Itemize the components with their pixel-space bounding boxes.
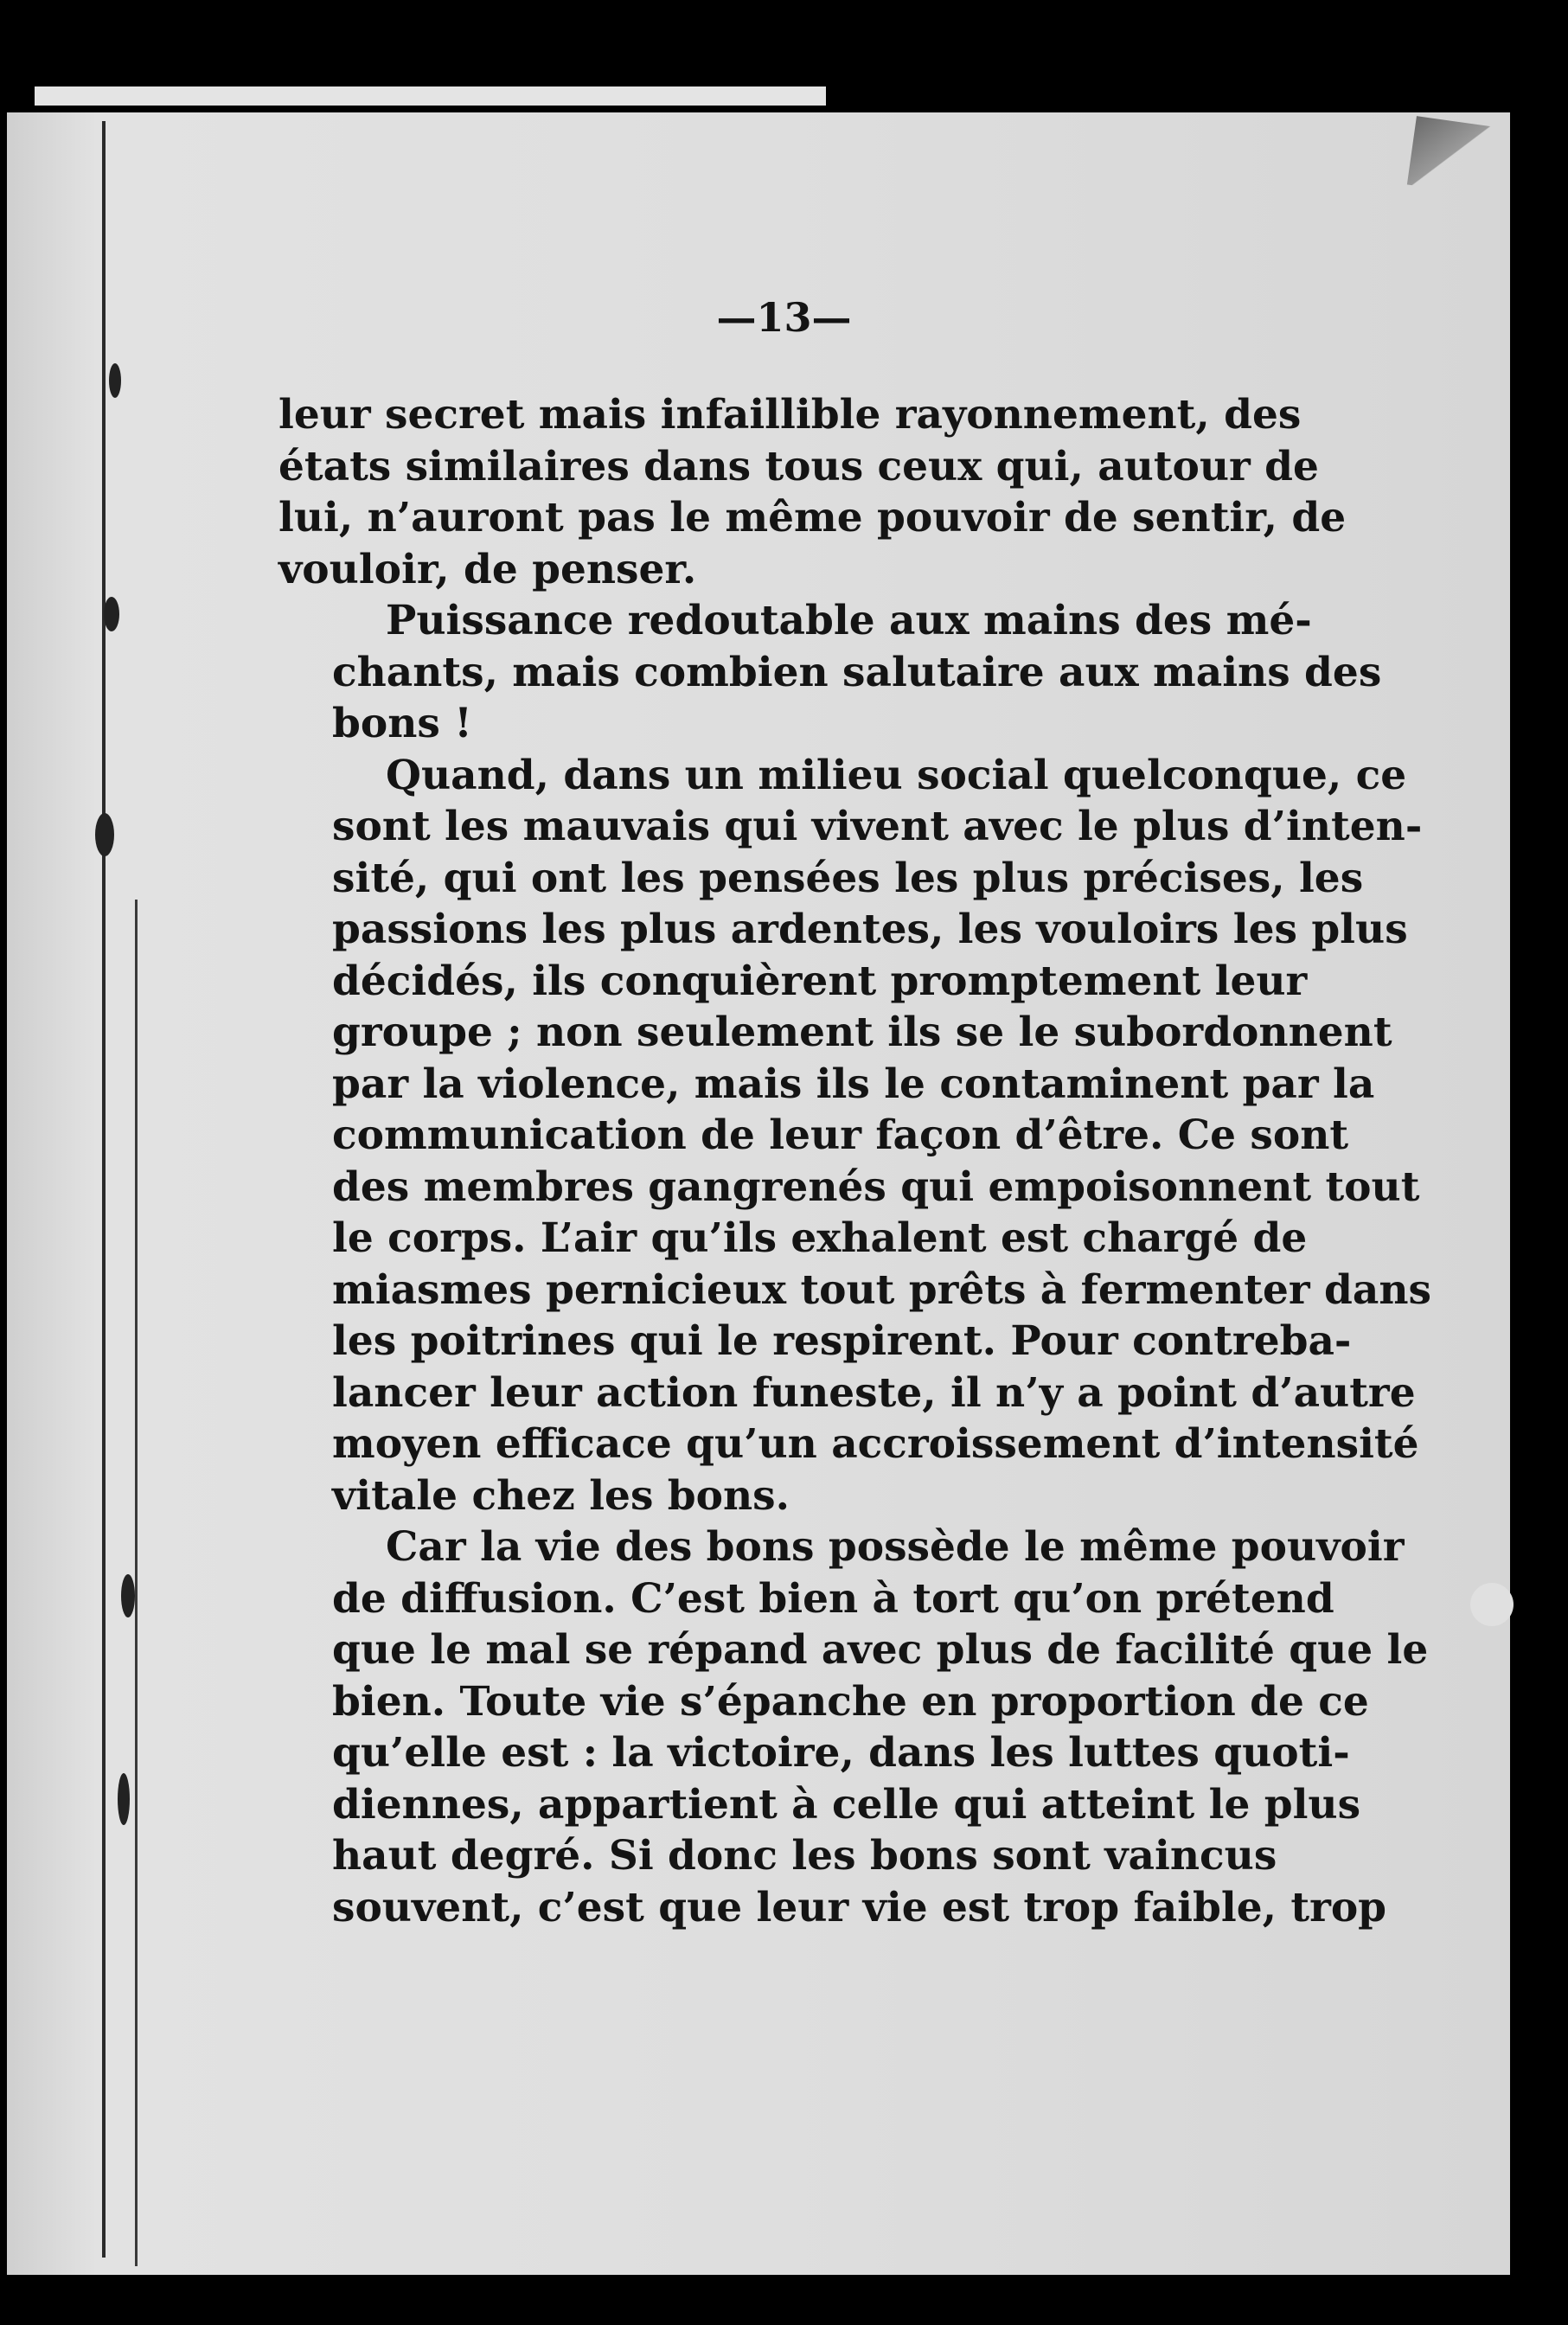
text-line: Car la vie des bons possède le même pouvoir xyxy=(386,1523,1405,1571)
text-line: miasmes pernicieux tout prêts à fermenter dans xyxy=(332,1265,1431,1314)
text-line: le corps. L’air qu’ils exhalent est chargé de xyxy=(332,1214,1308,1262)
text-line: les poitrines qui le respirent. Pour contreba- xyxy=(332,1317,1352,1365)
scan-edge-strip xyxy=(35,86,826,106)
text-line: sont les mauvais qui vivent avec le plus d’inten- xyxy=(332,803,1423,850)
body-text xyxy=(278,389,1431,1933)
paragraph xyxy=(278,1521,1429,1933)
ink-blot xyxy=(104,597,119,631)
ink-blot xyxy=(109,363,121,398)
text-line: lui, n’auront pas le même pouvoir de sentir, de xyxy=(278,494,1347,541)
text-line: sité, qui ont les pensées les plus précises, les xyxy=(332,854,1364,902)
text-line: vouloir, de penser. xyxy=(278,545,697,593)
text-line: décidés, ils conquièrent promptement leur xyxy=(332,957,1308,1005)
text-line: leur secret mais infaillible rayonnement, des xyxy=(278,391,1302,439)
text-line: communication de leur façon d’être. Ce sont xyxy=(332,1111,1349,1159)
ink-blot xyxy=(1470,1583,1514,1626)
text-line: que le mal se répand avec plus de facilité que le xyxy=(332,1626,1429,1674)
text-line: lancer leur action funeste, il n’y a point d’autre xyxy=(332,1368,1416,1417)
page-corner-fold xyxy=(1407,116,1494,195)
ink-blot xyxy=(121,1574,135,1617)
text-line: bons ! xyxy=(332,700,472,747)
text-line: par la violence, mais ils le contaminent par la xyxy=(332,1060,1375,1108)
text-line: Quand, dans un milieu social quelconque, ce xyxy=(386,751,1407,799)
ink-blot xyxy=(118,1773,130,1825)
page-number: —13— xyxy=(716,294,852,341)
text-line: moyen efficace qu’un accroissement d’intensité xyxy=(332,1420,1419,1468)
text-line: de diffusion. C’est bien à tort qu’on prétend xyxy=(332,1574,1334,1623)
text-line: états similaires dans tous ceux qui, autour de xyxy=(278,442,1319,490)
text-line: des membres gangrenés qui empoisonnent tout xyxy=(332,1162,1420,1211)
text-line: vitale chez les bons. xyxy=(332,1471,790,1520)
ink-blot xyxy=(95,813,114,856)
text-line: Puissance redoutable aux mains des mé- xyxy=(386,597,1312,644)
text-line: groupe ; non seulement ils se le subordonnent xyxy=(332,1009,1392,1056)
text-line: diennes, appartient à celle qui atteint le plus xyxy=(332,1780,1361,1829)
paragraph xyxy=(278,750,1431,1522)
paragraph xyxy=(278,595,1382,750)
text-line: passions les plus ardentes, les vouloirs les plus xyxy=(332,906,1408,953)
text-line: qu’elle est : la victoire, dans les luttes quoti- xyxy=(332,1729,1350,1777)
paragraph xyxy=(278,389,1347,595)
text-line: bien. Toute vie s’épanche en proportion de ce xyxy=(332,1677,1369,1726)
spine-shadow-inner xyxy=(135,900,138,2266)
text-line: haut degré. Si donc les bons sont vaincus xyxy=(332,1832,1277,1880)
spine-shadow xyxy=(102,121,106,2258)
text-line: chants, mais combien salutaire aux mains des xyxy=(332,648,1382,696)
text-line: souvent, c’est que leur vie est trop faible, trop xyxy=(332,1883,1387,1931)
